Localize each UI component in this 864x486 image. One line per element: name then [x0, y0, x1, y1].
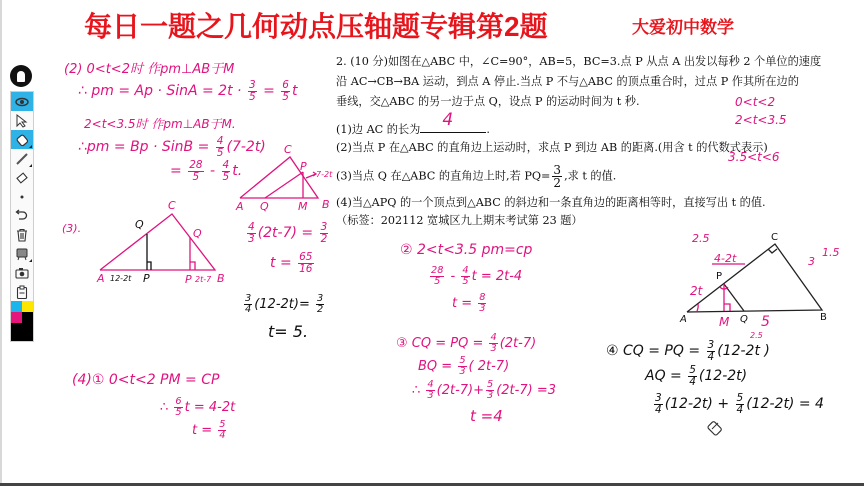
label-M: M: [298, 200, 308, 213]
equals: =: [170, 163, 187, 179]
fraction-denominator: 5: [462, 275, 469, 287]
solution-text: t =: [270, 255, 297, 271]
fraction-numerator: 5: [736, 392, 744, 404]
case4-text: (12-2t) +: [664, 396, 734, 412]
part4-case4-line3: [652, 393, 824, 415]
solution-text: t =: [192, 422, 217, 438]
part3-solution-2: t= 5.: [268, 322, 309, 341]
fraction-numerator: 4: [248, 221, 255, 233]
label-A: A: [236, 200, 244, 213]
fraction-denominator: 3: [490, 342, 497, 354]
fraction-denominator: 4: [219, 429, 226, 441]
fraction-numerator: 4: [462, 265, 469, 276]
part2-line-4-tail: (7-2t): [226, 139, 266, 155]
fraction-numerator: 65: [299, 251, 313, 263]
segment-label: 2t-7: [195, 275, 212, 284]
part2-line-3: 2<t<3.5时 作pm⊥AB于M.: [84, 117, 236, 131]
equation-text: (12-2t)=: [254, 296, 314, 312]
therefore: ∴: [160, 399, 173, 415]
fraction-numerator: 28: [431, 265, 444, 276]
fraction-numerator: 5: [689, 364, 696, 376]
fraction-numerator: 4: [222, 159, 230, 171]
page-title: 每日一题之几何动点压轴题专辑第2题: [84, 11, 548, 42]
fraction-numerator: 6: [282, 79, 289, 91]
case4-tail: (12-2t) = 4: [746, 396, 824, 412]
fraction-numerator: 4: [216, 135, 224, 147]
case3-tail: ( 2t-7): [468, 358, 510, 374]
fraction-numerator: 28: [189, 159, 203, 171]
problem-line-1: 2. (10 分)如图在△ABC 中，∠C=90°，AB=5，BC=3.点 P 从点 A 出发以每秒 2 个单位的速度: [336, 55, 822, 68]
fraction-numerator: 3: [320, 221, 328, 233]
case3-tail: (2t-7): [499, 335, 537, 351]
part4-case4-line2: [645, 365, 747, 387]
fraction-numerator: 5: [487, 379, 494, 390]
fraction-denominator: 4: [707, 350, 715, 363]
note-ap: 2t: [690, 284, 703, 298]
fraction-denominator: 4: [689, 375, 696, 388]
label-P: P: [716, 271, 723, 282]
note-bc-half: 1.5: [822, 246, 840, 259]
label-P: P: [300, 160, 307, 173]
note-bc: 3: [808, 255, 815, 268]
variable: t.: [232, 163, 243, 179]
label-B: B: [322, 198, 330, 211]
note-segment: 4-2t: [714, 252, 737, 265]
therefore: ∴: [412, 382, 425, 398]
question-1: (1)边 AC 的长为 4 .: [336, 110, 490, 136]
case3-tail: (2t-7) =3: [496, 382, 556, 398]
question-1-answer: 4: [442, 110, 454, 130]
fraction-denominator: 3: [459, 365, 466, 377]
fraction-denominator: 3: [427, 389, 434, 401]
problem-line-3: 垂线，交△ABC 的另一边于点 Q，设点 P 的运动时间为 t 秒.: [336, 95, 640, 108]
fraction-denominator: 5: [192, 170, 200, 183]
fraction-denominator: 2: [553, 176, 562, 190]
variable: t: [291, 83, 298, 99]
equation-text: (2t-7) =: [257, 225, 318, 241]
label-B: B: [820, 312, 827, 323]
equation-text: t = 2t-4: [471, 268, 523, 284]
fraction-denominator: 5: [175, 406, 182, 418]
note-range-2: 2<t<3.5: [735, 113, 787, 127]
fraction-denominator: 4: [245, 303, 252, 315]
label-B: B: [217, 272, 225, 285]
fraction-numerator: 3: [245, 293, 252, 304]
eraser-cursor-icon: [706, 418, 726, 438]
part4-case4-head: [606, 340, 770, 362]
part4-case1-head: (4)① 0<t<2 PM = CP: [72, 372, 220, 388]
fraction-numerator: 5: [219, 419, 226, 430]
fraction-denominator: 5: [248, 90, 256, 103]
note-ab: 5: [761, 314, 770, 330]
fraction-numerator: 3: [707, 339, 715, 351]
question-3-text: (3)当点 Q 在△ABC 的直角边上时,若 PQ=: [336, 169, 551, 183]
label-P: P: [185, 273, 192, 286]
question-1-text: (1)边 AC 的长为: [336, 123, 421, 136]
fraction-denominator: 5: [222, 170, 230, 183]
fraction-numerator: 8: [479, 292, 486, 303]
fraction-denominator: 16: [299, 262, 313, 275]
case3-text: BQ =: [418, 358, 457, 374]
fraction-numerator: 3: [317, 293, 324, 304]
part4-case3-solution: t =4: [470, 407, 503, 425]
case4-tail: (12-2t ): [717, 343, 770, 359]
fraction-denominator: 5: [282, 90, 289, 103]
fraction-numerator: 4: [427, 379, 434, 390]
fraction-numerator: 3: [248, 79, 256, 91]
label-M: M: [719, 315, 730, 329]
case3-text: ③ CQ = PQ =: [396, 335, 488, 351]
fraction-denominator: 2: [317, 303, 324, 315]
fraction-denominator: 5: [216, 146, 224, 159]
fraction-denominator: 2: [320, 232, 328, 245]
part2-line-1: (2) 0<t<2时 作pm⊥AB于M: [64, 62, 235, 77]
label-A: A: [97, 272, 105, 285]
fraction-numerator: 6: [175, 396, 182, 407]
case4-tail: (12-2t): [698, 368, 748, 384]
note-range-3: 3.5<t<6: [728, 150, 780, 164]
case4-text: ④ CQ = PQ =: [606, 343, 705, 359]
fraction-denominator: 4: [736, 403, 744, 416]
fraction-numerator: 3: [553, 163, 562, 177]
fraction-denominator: 3: [479, 302, 486, 314]
label-Q: Q: [740, 314, 748, 325]
note-range-1: 0<t<2: [735, 95, 776, 109]
label-Q: Q: [260, 200, 269, 213]
case3-text: (2t-7)+: [436, 382, 484, 398]
problem-line-2: 沿 AC→CB→BA 运动，到点 A 停止.当点 P 不与△ABC 的顶点重合时，过点 P 作其所在边的: [336, 75, 799, 88]
label-C: C: [284, 143, 292, 156]
question-3-suffix: ,求 t 的值.: [564, 169, 617, 183]
fraction-numerator: 4: [490, 332, 497, 343]
fraction-denominator: 5: [434, 275, 441, 287]
part3-label: (3).: [62, 222, 82, 235]
fraction-numerator: 5: [459, 355, 466, 366]
question-4: (4)当△APQ 的一个顶点到△ABC 的斜边和一条直角边的距离相等时，直接写出 t 的值.: [336, 196, 766, 209]
solution-text: t =: [452, 295, 477, 311]
label-C: C: [168, 199, 176, 212]
label-C: C: [771, 232, 778, 243]
label-note: 7-2t: [316, 170, 333, 179]
channel-name: 大爱初中数学: [632, 18, 734, 37]
minus: -: [446, 268, 460, 284]
equation-text: t = 4-2t: [184, 399, 236, 415]
part4-case2-head: ② 2<t<3.5 pm=cp: [400, 242, 533, 258]
question-2: (2)当点 P 在△ABC 的直角边上运动时，求点 P 到边 AB 的距离.(用含 t 的代数式表示): [336, 141, 768, 154]
fraction-denominator: 3: [248, 232, 255, 245]
case4-text: AQ =: [645, 368, 687, 384]
label-P: P: [143, 272, 150, 285]
case4-note: 2.5: [750, 331, 763, 340]
minus: -: [205, 163, 220, 179]
note-ac: 2.5: [692, 232, 710, 245]
label-Q: Q: [135, 218, 144, 231]
fraction-denominator: 3: [487, 389, 494, 401]
segment-label: 12-2t: [110, 274, 132, 283]
label-Q: Q: [193, 227, 202, 240]
part2-line-2-text: ∴ pm = Ap · SinA = 2t ·: [78, 83, 246, 99]
equals: =: [258, 83, 280, 99]
fraction-numerator: 3: [655, 392, 662, 404]
label-A: A: [680, 314, 687, 325]
fraction-denominator: 4: [655, 403, 662, 416]
problem-tag: （标签：202112 宽城区九上期末考试第 23 题）: [336, 214, 583, 227]
part2-line-4-text: ∴pm = Bp · SinB =: [78, 139, 214, 155]
